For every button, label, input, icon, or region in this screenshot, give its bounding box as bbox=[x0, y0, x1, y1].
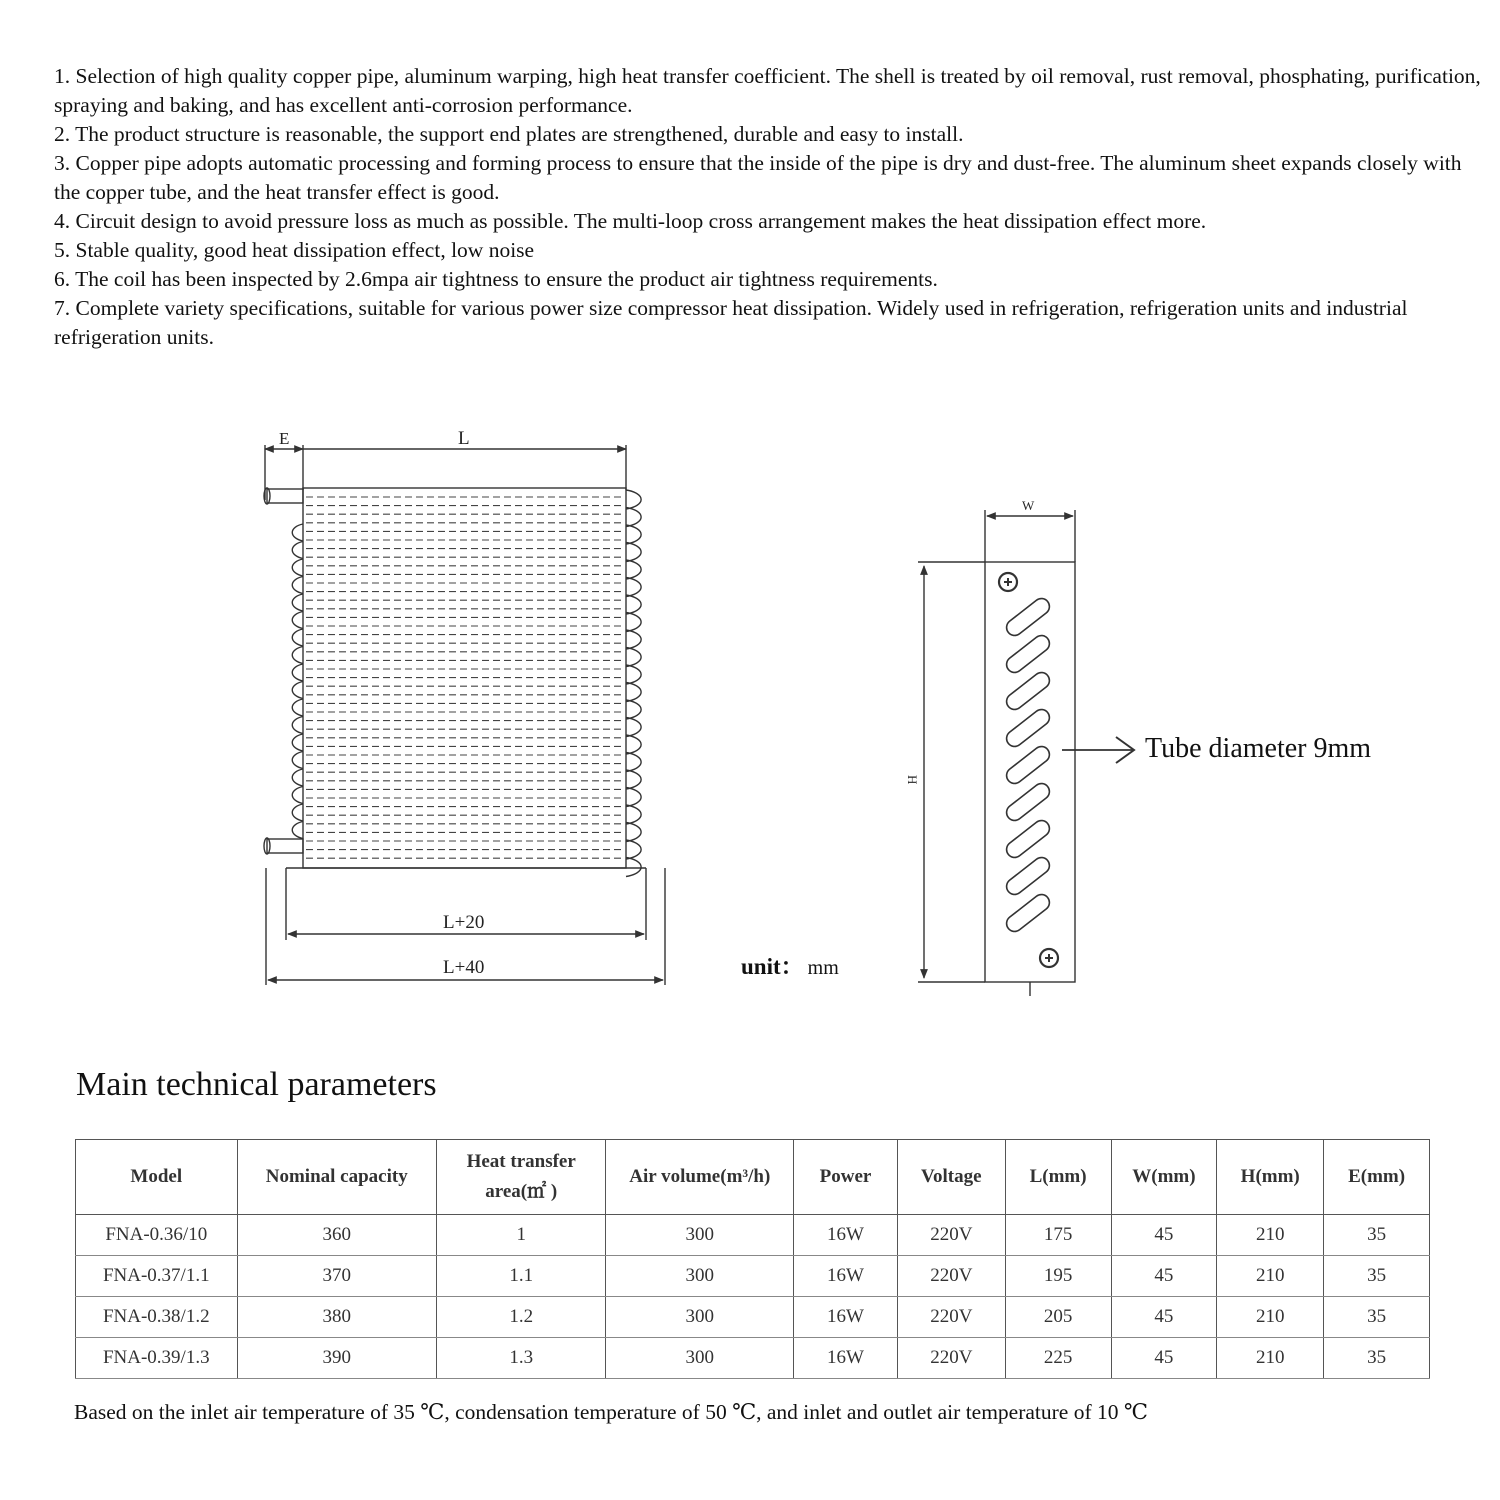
bolt-icon bbox=[999, 573, 1017, 591]
header-l: L(mm) bbox=[1005, 1140, 1111, 1215]
cell-w: 45 bbox=[1111, 1215, 1217, 1256]
tube-bend bbox=[292, 682, 303, 699]
tube-diameter-label: Tube diameter 9mm bbox=[1145, 733, 1372, 764]
tube-bend bbox=[292, 717, 303, 734]
cell-e: 35 bbox=[1324, 1256, 1430, 1297]
cell-area: 1.3 bbox=[436, 1338, 606, 1379]
tube-bend bbox=[626, 753, 641, 772]
cell-voltage: 220V bbox=[897, 1297, 1005, 1338]
tube-bend bbox=[626, 700, 641, 719]
tube-bend bbox=[626, 490, 641, 509]
tube-bend bbox=[626, 735, 641, 754]
tube-bend bbox=[292, 594, 303, 611]
tube-bend bbox=[626, 595, 641, 614]
feature-item: 2. The product structure is reasonable, the support end plates are strengthened, durable and easy to install. bbox=[54, 122, 964, 146]
tube-slot bbox=[1003, 891, 1052, 934]
cell-capacity: 390 bbox=[237, 1338, 436, 1379]
tube-slot bbox=[1003, 595, 1052, 638]
footnote: Based on the inlet air temperature of 35 ℃, condensation temperature of 50 ℃, and inlet and outlet air temperature of 10 ℃ bbox=[74, 1400, 1148, 1424]
tube-bend bbox=[626, 683, 641, 702]
tube-bend bbox=[626, 770, 641, 789]
feature-item: 3. Copper pipe adopts automatic processing and forming process to ensure that the inside of the pipe is dry and dust-free. The aluminum sheet expands closely with the copper tube, and the heat transfer effect is good. bbox=[54, 151, 1462, 204]
tube-bend bbox=[292, 542, 303, 559]
cell-e: 35 bbox=[1324, 1215, 1430, 1256]
tube-bend bbox=[626, 578, 641, 597]
tube-slot bbox=[1003, 854, 1052, 897]
tube-slots bbox=[1003, 595, 1052, 934]
tube-slot bbox=[1003, 780, 1052, 823]
cell-power: 16W bbox=[794, 1215, 898, 1256]
tube-bend bbox=[626, 805, 641, 824]
feature-item: 1. Selection of high quality copper pipe, aluminum warping, high heat transfer coefficient. The shell is treated by oil removal, rust removal, phosphating, purification, spraying and baking, and has excellent anti-corrosion performance. bbox=[54, 64, 1481, 117]
tube-bend bbox=[626, 613, 641, 632]
cell-h: 210 bbox=[1217, 1215, 1324, 1256]
tube-bend bbox=[292, 752, 303, 769]
label-l20: L+20 bbox=[443, 912, 485, 933]
header-area bbox=[436, 1140, 606, 1215]
tube-bend bbox=[626, 525, 641, 544]
cell-l: 195 bbox=[1005, 1256, 1111, 1297]
parameters-table bbox=[75, 1139, 1430, 1379]
header-area-line1: Heat transfer bbox=[466, 1151, 576, 1172]
table-header-row bbox=[76, 1140, 1430, 1215]
tube-bend bbox=[292, 559, 303, 576]
header-w: W(mm) bbox=[1111, 1140, 1217, 1215]
section-title: Main technical parameters bbox=[76, 1066, 437, 1103]
cell-area: 1.1 bbox=[436, 1256, 606, 1297]
cell-e: 35 bbox=[1324, 1338, 1430, 1379]
bolt-icon bbox=[1040, 949, 1058, 967]
cell-power: 16W bbox=[794, 1297, 898, 1338]
cell-air: 300 bbox=[606, 1297, 794, 1338]
tube-slot bbox=[1003, 743, 1052, 786]
cell-power: 16W bbox=[794, 1256, 898, 1297]
tube-bend bbox=[292, 734, 303, 751]
cell-voltage: 220V bbox=[897, 1256, 1005, 1297]
header-model: Model bbox=[76, 1140, 238, 1215]
tube-bend bbox=[292, 524, 303, 541]
tube-bend bbox=[292, 699, 303, 716]
fin-lines bbox=[306, 497, 623, 858]
cell-l: 205 bbox=[1005, 1297, 1111, 1338]
tube-bend bbox=[292, 612, 303, 629]
cell-l: 175 bbox=[1005, 1215, 1111, 1256]
label-h: H bbox=[905, 775, 920, 785]
header-capacity: Nominal capacity bbox=[237, 1140, 436, 1215]
cell-air: 300 bbox=[606, 1338, 794, 1379]
header-area-line2: area(㎡ ) bbox=[485, 1181, 558, 1202]
inlet-pipe bbox=[267, 489, 303, 503]
label-w: W bbox=[1022, 498, 1035, 513]
tube-bend bbox=[626, 665, 641, 684]
tube-slot bbox=[1003, 669, 1052, 712]
cell-model: FNA-0.38/1.2 bbox=[76, 1297, 238, 1338]
cell-h: 210 bbox=[1217, 1256, 1324, 1297]
feature-item: 4. Circuit design to avoid pressure loss as much as possible. The multi-loop cross arrangement makes the heat dissipation effect more. bbox=[54, 209, 1207, 233]
tube-bend bbox=[626, 823, 641, 842]
cell-voltage: 220V bbox=[897, 1215, 1005, 1256]
right-tube-bends bbox=[626, 490, 641, 877]
header-air: Air volume(m³/h) bbox=[606, 1140, 794, 1215]
side-view bbox=[918, 510, 1134, 996]
tube-bend bbox=[292, 822, 303, 839]
header-h: H(mm) bbox=[1217, 1140, 1324, 1215]
table-row bbox=[76, 1215, 1430, 1256]
cell-e: 35 bbox=[1324, 1297, 1430, 1338]
cell-voltage: 220V bbox=[897, 1338, 1005, 1379]
tube-slot bbox=[1003, 817, 1052, 860]
tube-bend bbox=[626, 858, 641, 877]
tube-bend bbox=[292, 629, 303, 646]
tube-bend bbox=[292, 769, 303, 786]
tube-bend bbox=[626, 508, 641, 527]
tube-slot bbox=[1003, 706, 1052, 749]
cell-capacity: 380 bbox=[237, 1297, 436, 1338]
table-row bbox=[76, 1256, 1430, 1297]
cell-model: FNA-0.37/1.1 bbox=[76, 1256, 238, 1297]
cell-w: 45 bbox=[1111, 1338, 1217, 1379]
outlet-pipe bbox=[267, 839, 303, 853]
tube-bend bbox=[292, 664, 303, 681]
tube-bend bbox=[292, 787, 303, 804]
table-row bbox=[76, 1297, 1430, 1338]
unit-value: mm bbox=[807, 957, 839, 979]
header-e: E(mm) bbox=[1324, 1140, 1430, 1215]
cell-area: 1.2 bbox=[436, 1297, 606, 1338]
tube-bend bbox=[292, 804, 303, 821]
tube-bend bbox=[626, 840, 641, 859]
feature-item: 5. Stable quality, good heat dissipation effect, low noise bbox=[54, 238, 535, 262]
feature-item: 6. The coil has been inspected by 2.6mpa air tightness to ensure the product air tightness requirements. bbox=[54, 267, 938, 291]
cell-air: 300 bbox=[606, 1256, 794, 1297]
left-tube-bends bbox=[292, 524, 303, 839]
tube-bend bbox=[626, 630, 641, 649]
tube-bend bbox=[626, 718, 641, 737]
tube-bend bbox=[626, 560, 641, 579]
table-row bbox=[76, 1338, 1430, 1379]
cell-model: FNA-0.36/10 bbox=[76, 1215, 238, 1256]
tube-bend bbox=[626, 788, 641, 807]
cell-capacity: 360 bbox=[237, 1215, 436, 1256]
cell-l: 225 bbox=[1005, 1338, 1111, 1379]
cell-h: 210 bbox=[1217, 1338, 1324, 1379]
tube-slot bbox=[1003, 632, 1052, 675]
tube-bend bbox=[292, 647, 303, 664]
tube-bend bbox=[626, 648, 641, 667]
cell-w: 45 bbox=[1111, 1256, 1217, 1297]
label-l: L bbox=[458, 428, 470, 449]
label-l40: L+40 bbox=[443, 957, 485, 978]
cell-h: 210 bbox=[1217, 1297, 1324, 1338]
header-power: Power bbox=[794, 1140, 898, 1215]
cell-model: FNA-0.39/1.3 bbox=[76, 1338, 238, 1379]
front-view bbox=[264, 445, 665, 985]
tube-bend bbox=[626, 543, 641, 562]
cell-capacity: 370 bbox=[237, 1256, 436, 1297]
unit-prefix: unit： bbox=[741, 954, 804, 979]
cell-power: 16W bbox=[794, 1338, 898, 1379]
cell-area: 1 bbox=[436, 1215, 606, 1256]
label-e: E bbox=[279, 429, 290, 448]
tube-bend bbox=[292, 577, 303, 594]
feature-item: 7. Complete variety specifications, suitable for various power size compressor heat dissipation. Widely used in refrigeration, refrigeration units and industrial refrigeration units. bbox=[54, 296, 1408, 349]
cell-air: 300 bbox=[606, 1215, 794, 1256]
cell-w: 45 bbox=[1111, 1297, 1217, 1338]
unit-label bbox=[741, 948, 839, 981]
feature-list bbox=[54, 62, 1484, 352]
header-voltage: Voltage bbox=[897, 1140, 1005, 1215]
